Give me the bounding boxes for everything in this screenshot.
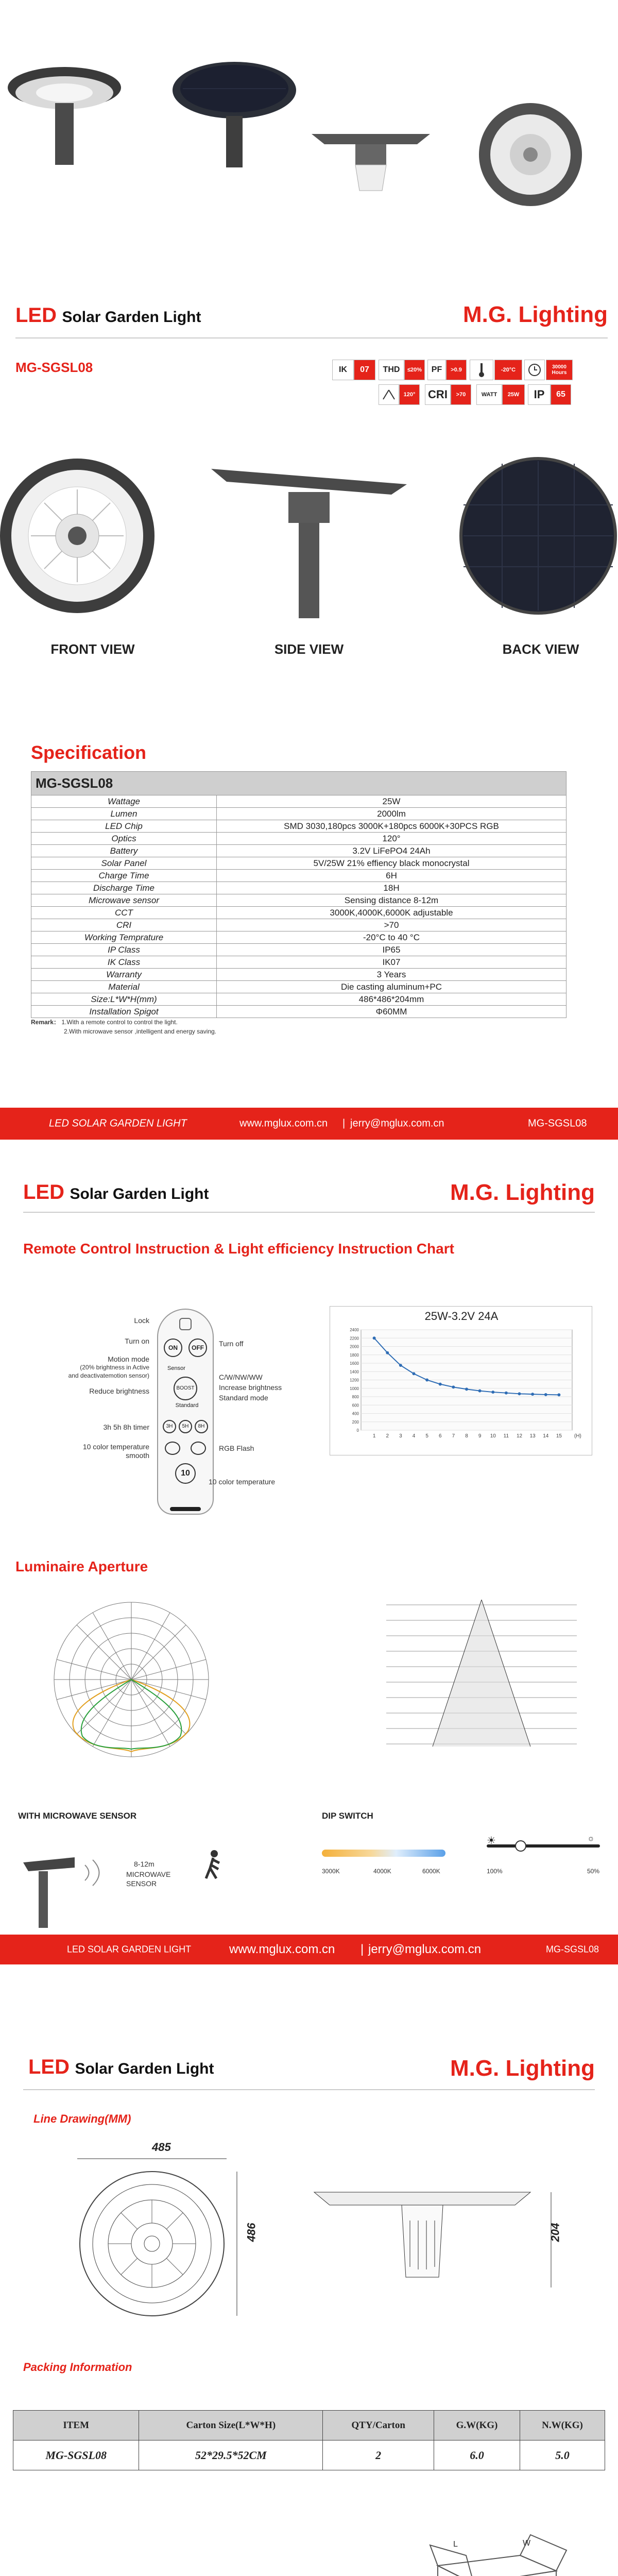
remote-bottom-bar xyxy=(170,1507,201,1511)
ip-value: 65 xyxy=(551,384,571,405)
color-10-button[interactable]: 10 xyxy=(175,1463,196,1484)
y-tick-label: 200 xyxy=(352,1419,359,1425)
spec-model: MG-SGSL08 xyxy=(31,772,566,795)
efficiency-point xyxy=(399,1364,402,1367)
pack-header: ITEM xyxy=(13,2411,139,2441)
x-tick-label: 11 xyxy=(503,1433,509,1439)
pack-header: G.W(KG) xyxy=(434,2411,520,2441)
beam-angle-icon xyxy=(379,384,399,405)
back-view-image xyxy=(461,459,615,613)
label-color-smooth: 10 color temperature xyxy=(82,1443,149,1451)
brightness-bar xyxy=(487,1844,600,1848)
header-divider xyxy=(15,337,608,338)
x-tick-label: 4 xyxy=(412,1433,416,1439)
pack-cell: 6.0 xyxy=(434,2441,520,2470)
product-views xyxy=(0,448,618,618)
spec-row: Installation Spigot Φ60MM xyxy=(31,1006,566,1018)
remark-1: 1.With a remote control to control the light. xyxy=(61,1019,178,1026)
efficiency-point xyxy=(425,1379,428,1382)
x-tick-label: 8 xyxy=(465,1433,468,1439)
x-tick-label: 6 xyxy=(438,1433,442,1439)
y-tick-label: 1200 xyxy=(350,1378,359,1383)
hero-lamp-2 xyxy=(173,62,296,167)
x-tick-label: 9 xyxy=(478,1433,482,1439)
y-tick-label: 2400 xyxy=(350,1328,359,1332)
thd-badge: THD xyxy=(379,360,404,380)
brightness-100: 100% xyxy=(487,1868,503,1875)
label-turn-on: Turn on xyxy=(125,1337,149,1345)
page2-header xyxy=(23,1126,595,1162)
footer-left: LED SOLAR GARDEN LIGHT xyxy=(49,1117,187,1129)
pack-header: QTY/Carton xyxy=(323,2411,434,2441)
hero-lamp-images xyxy=(0,0,618,283)
sun-icon-high: ☀ xyxy=(487,1835,496,1846)
ip-badge: IP xyxy=(528,384,551,405)
efficiency-point xyxy=(452,1385,455,1388)
y-tick-label: 2200 xyxy=(350,1336,359,1341)
efficiency-point xyxy=(465,1387,468,1391)
cct-3000k: 3000K xyxy=(322,1868,340,1875)
x-tick-label: 12 xyxy=(516,1433,523,1439)
label-lock: Lock xyxy=(134,1316,149,1325)
spec-row: Charge Time 6H xyxy=(31,870,566,882)
ik-badge: IK xyxy=(332,360,354,380)
on-button[interactable]: ON xyxy=(164,1338,182,1357)
hero-section xyxy=(0,0,618,283)
efficiency-point xyxy=(386,1351,389,1354)
efficiency-point xyxy=(531,1393,534,1396)
efficiency-point xyxy=(491,1391,494,1394)
label-motion-detail: (20% brightness in Active xyxy=(80,1364,149,1371)
aperture-title: Luminaire Aperture xyxy=(15,1558,148,1574)
sensor-button[interactable]: Sensor xyxy=(167,1365,185,1371)
efficiency-point xyxy=(413,1372,416,1375)
label-turn-off: Turn off xyxy=(219,1340,244,1348)
box-l: L xyxy=(453,2540,458,2549)
illuminance-cone xyxy=(371,1589,587,1770)
label-cw: C/W/NW/WW xyxy=(219,1373,263,1381)
y-tick-label: 1800 xyxy=(350,1352,359,1358)
page2-title xyxy=(23,1181,209,1204)
header-led-3: LED xyxy=(28,2056,70,2078)
header-title-2: Solar Garden Light xyxy=(70,1185,209,1202)
ik-value: 07 xyxy=(354,360,375,380)
front-view-caption: FRONT VIEW xyxy=(50,641,135,657)
header-brand-2: M.G. Lighting xyxy=(450,1180,595,1205)
side-view-caption: SIDE VIEW xyxy=(274,641,344,657)
x-tick-label: 15 xyxy=(556,1433,562,1439)
efficiency-point xyxy=(373,1336,376,1340)
y-tick-label: 1400 xyxy=(350,1369,359,1375)
spec-row: Microwave sensor Sensing distance 8-12m xyxy=(31,894,566,907)
thermometer-icon xyxy=(470,360,493,380)
angle-badge: 120° xyxy=(399,384,420,405)
x-tick-label: 5 xyxy=(425,1433,428,1439)
pack-cell: 2 xyxy=(323,2441,434,2470)
footer-right-2: MG-SGSL08 xyxy=(546,1944,599,1955)
footer-mail-2[interactable]: jerry@mglux.com.cn xyxy=(368,1942,482,1956)
pack-header: N.W(KG) xyxy=(520,2411,605,2441)
x-tick-label: 10 xyxy=(490,1433,496,1439)
x-tick-label: 2 xyxy=(386,1433,389,1439)
efficiency-point xyxy=(478,1389,482,1393)
remark-2: 2.With microwave sensor ,intelligent and energy saving. xyxy=(64,1028,217,1035)
y-tick-label: 600 xyxy=(352,1403,359,1408)
spec-title: Specification xyxy=(31,742,147,763)
y-tick-label: 1000 xyxy=(350,1386,359,1391)
spec-row: Solar Panel 5V/25W 21% effiency black monocrystal xyxy=(31,857,566,870)
y-tick-label: 400 xyxy=(352,1411,359,1416)
model-label: MG-SGSL08 xyxy=(15,360,93,375)
spec-row: Lumen 2000lm xyxy=(31,808,566,820)
walking-person-icon xyxy=(201,1850,225,1880)
pf-badge: PF xyxy=(427,360,446,380)
spec-row: Warranty 3 Years xyxy=(31,969,566,981)
sensor-text-2: SENSOR xyxy=(126,1879,157,1888)
back-view-caption: BACK VIEW xyxy=(502,641,579,657)
footer-bar-2 xyxy=(0,1935,618,1964)
watt-badge: WATT xyxy=(476,384,502,405)
x-tick-label: 1 xyxy=(372,1433,376,1439)
chart-plot xyxy=(330,1307,593,1456)
spec-row: Working Temprature -20°C to 40 °C xyxy=(31,931,566,944)
header-brand-3: M.G. Lighting xyxy=(450,2056,595,2081)
spec-row: Wattage 25W xyxy=(31,795,566,808)
footer-right: MG-SGSL08 xyxy=(528,1117,587,1129)
header-title: Solar Garden Light xyxy=(62,309,201,326)
label-motion: Motion mode xyxy=(108,1355,149,1363)
sensor-label: WITH MICROWAVE SENSOR xyxy=(18,1811,137,1821)
efficiency-point xyxy=(544,1393,547,1396)
header-divider-2 xyxy=(23,1212,595,1213)
header-title-3: Solar Garden Light xyxy=(75,2060,214,2077)
carton-box-illustration xyxy=(427,2524,582,2576)
color-right-button[interactable] xyxy=(191,1442,206,1455)
timer-8h-button[interactable]: 8H xyxy=(195,1420,208,1433)
footer-web[interactable]: www.mglux.com.cn xyxy=(239,1117,328,1129)
spec-row: LED Chip SMD 3030,180pcs 3000K+180pcs 6000K+30PCS RGB xyxy=(31,820,566,833)
timer-3h-button[interactable]: 3H xyxy=(163,1420,176,1433)
standard-button[interactable]: Standard xyxy=(175,1402,199,1409)
label-color10: 10 color temperature xyxy=(209,1478,276,1486)
cri-value: >70 xyxy=(451,384,471,405)
pf-value: >0.9 xyxy=(446,360,467,380)
spec-row: IK Class IK07 xyxy=(31,956,566,969)
packing-title: Packing Information xyxy=(23,2361,132,2374)
label-rgb: RGB Flash xyxy=(219,1444,254,1452)
thd-value: ≤20% xyxy=(404,360,425,380)
cct-6000k: 6000K xyxy=(422,1868,440,1875)
boost-button[interactable]: BOOST xyxy=(174,1377,197,1400)
off-button[interactable]: OFF xyxy=(188,1338,207,1357)
cct-gradient-bar xyxy=(322,1850,445,1857)
side-view-image xyxy=(211,469,407,618)
front-view-image xyxy=(0,459,154,613)
drawing-title: Line Drawing(MM) xyxy=(33,2112,131,2125)
hero-lamp-4 xyxy=(479,103,582,206)
color-left-button[interactable] xyxy=(165,1442,180,1455)
packing-table xyxy=(13,2410,605,2470)
spec-row: IP Class IP65 xyxy=(31,944,566,956)
x-tick-label: 14 xyxy=(543,1433,549,1439)
watt-value: 25W xyxy=(502,384,525,405)
efficiency-point xyxy=(557,1393,560,1396)
y-tick-label: 1600 xyxy=(350,1361,359,1366)
efficiency-point xyxy=(518,1392,521,1395)
dim-height: 204 xyxy=(548,2223,562,2242)
header-divider-3 xyxy=(23,2089,595,2090)
spec-row: CRI >70 xyxy=(31,919,566,931)
remark-label: Remark： xyxy=(31,1019,60,1026)
cct-4000k: 4000K xyxy=(373,1868,391,1875)
footer-mail[interactable]: jerry@mglux.com.cn xyxy=(350,1117,444,1129)
y-tick-label: 2000 xyxy=(350,1344,359,1349)
cri-badge: CRI xyxy=(425,384,451,405)
footer-web-2[interactable]: www.mglux.com.cn xyxy=(229,1942,335,1956)
pack-cell: MG-SGSL08 xyxy=(13,2441,139,2470)
line-drawing-top xyxy=(72,2154,247,2324)
footer-left-2: LED SOLAR GARDEN LIGHT xyxy=(67,1944,192,1955)
dim-width: 485 xyxy=(152,2141,171,2154)
clock-icon xyxy=(524,360,545,380)
header-led-2: LED xyxy=(23,1181,64,1204)
box-w: W xyxy=(523,2539,531,2548)
dim-depth: 486 xyxy=(245,2223,258,2242)
pack-row xyxy=(13,2441,605,2470)
page3-title xyxy=(28,2056,214,2079)
efficiency-chart xyxy=(330,1306,592,1455)
header-brand: M.G. Lighting xyxy=(462,302,608,327)
spec-row: Material Die casting aluminum+PC xyxy=(31,981,566,993)
chart-title: 25W-3.2V 24A xyxy=(424,1310,499,1323)
brightness-50: 50% xyxy=(587,1868,600,1875)
sensor-range: 8-12m xyxy=(134,1860,154,1868)
spec-remarks xyxy=(31,1018,216,1036)
remote-section-title: Remote Control Instruction & Light efficiency Instruction Chart xyxy=(23,1241,454,1257)
spec-row: Discharge Time 18H xyxy=(31,882,566,894)
sensor-text-1: MICROWAVE xyxy=(126,1870,171,1878)
spec-table xyxy=(31,771,566,1018)
remote-diagram xyxy=(31,1288,319,1556)
line-drawing-side xyxy=(309,2174,556,2308)
x-tick-label: 13 xyxy=(529,1433,536,1439)
sun-icon-low: ☼ xyxy=(587,1834,595,1843)
page1-header xyxy=(15,304,608,335)
brightness-knob xyxy=(515,1840,526,1852)
spec-row: Optics 120° xyxy=(31,833,566,845)
efficiency-point xyxy=(439,1383,442,1386)
x-tick-label: 3 xyxy=(399,1433,402,1439)
label-timer: 3h 5h 8h timer xyxy=(103,1423,149,1431)
timer-5h-button[interactable]: 5H xyxy=(179,1420,192,1433)
efficiency-point xyxy=(505,1392,508,1395)
footer-sep-2: | xyxy=(360,1942,364,1956)
header-led: LED xyxy=(15,304,57,327)
pack-header: Carton Size(L*W*H) xyxy=(139,2411,323,2441)
footer-sep: | xyxy=(342,1117,346,1129)
spec-row: Battery 3.2V LiFePO4 24Ah xyxy=(31,845,566,857)
spec-row: CCT 3000K,4000K,6000K adjustable xyxy=(31,907,566,919)
pack-cell: 5.0 xyxy=(520,2441,605,2470)
hero-lamp-1 xyxy=(8,67,121,165)
dip-label: DIP SWITCH xyxy=(322,1811,373,1821)
label-reduce: Reduce brightness xyxy=(89,1387,149,1395)
label-increase: Increase brightness xyxy=(219,1383,282,1392)
spec-row: Size:L*W*H(mm) 486*486*204mm xyxy=(31,993,566,1006)
life-badge: 30000 Hours xyxy=(546,360,573,380)
y-tick-label: 0 xyxy=(356,1428,359,1433)
lock-icon xyxy=(179,1318,192,1330)
x-tick-label: 7 xyxy=(452,1433,455,1439)
y-tick-label: 800 xyxy=(352,1395,359,1399)
temp-badge: -20°C xyxy=(494,360,522,380)
pack-cell: 52*29.5*52CM xyxy=(139,2441,323,2470)
x-axis-label: (H) xyxy=(574,1433,581,1439)
polar-diagram xyxy=(46,1595,216,1765)
hero-lamp-3 xyxy=(312,134,430,191)
label-smooth: smooth xyxy=(126,1451,149,1460)
label-motion-detail2: and deactivatemotion sensor) xyxy=(68,1372,149,1379)
label-standard: Standard mode xyxy=(219,1394,268,1402)
